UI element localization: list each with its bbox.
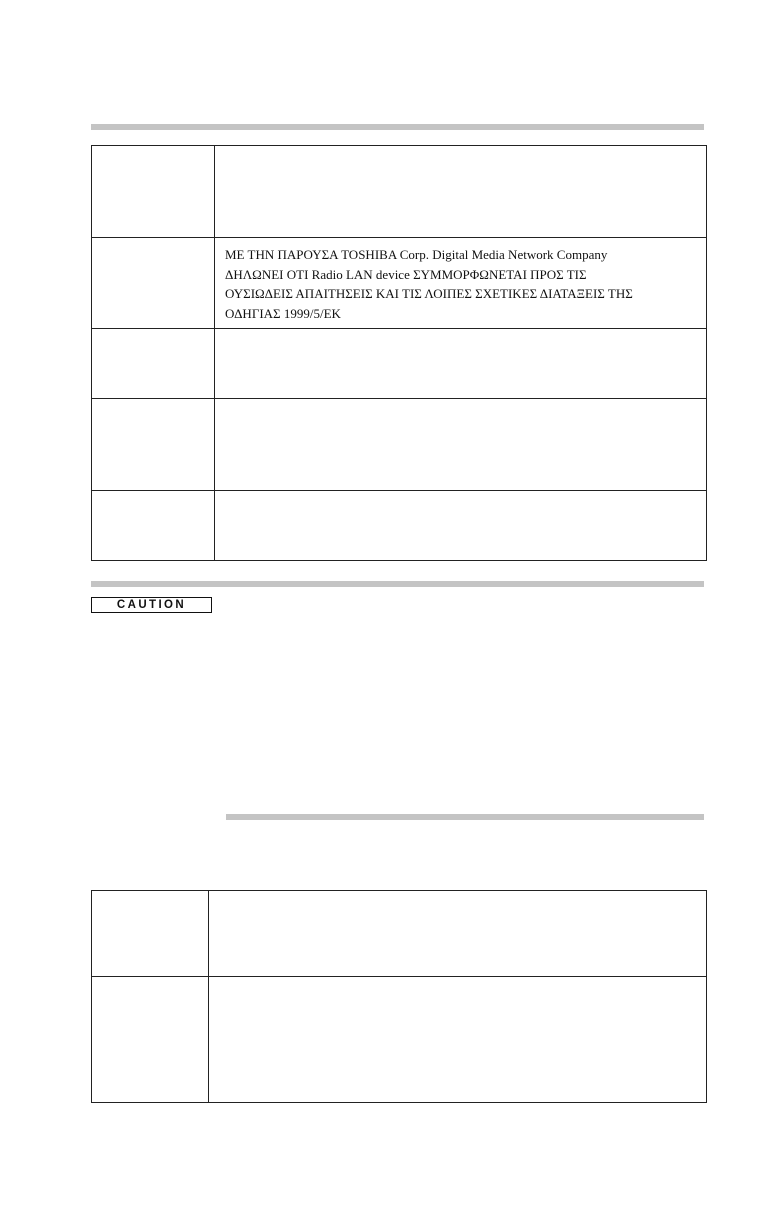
table-row [92,238,707,329]
row-label-cell [92,891,209,977]
row-text-cell [215,146,707,238]
row-label-cell [92,977,209,1103]
row-label-cell [92,238,215,329]
table-row [92,491,707,561]
row-label-cell [92,491,215,561]
row-label-cell [92,146,215,238]
row-label-cell [92,399,215,491]
row-label-cell [92,329,215,399]
table-row [92,399,707,491]
table-row [92,977,707,1103]
declaration-table-bottom [91,890,707,1103]
row-text-cell [209,977,707,1103]
table-row [92,891,707,977]
row-text-cell [215,491,707,561]
greek-declaration-cell [215,238,707,329]
row-text-cell [209,891,707,977]
greek-declaration-text: ΜΕ ΤΗΝ ΠΑΡΟΥΣΑ TOSHIBA Corp. Digital Media Network Company ΔΗΛΩΝΕΙ ΟΤΙ Radio LAN device ΣΥΜΜΟΡΦΩΝΕΤΑΙ ΠΡΟΣ ΤΙΣ ΟΥΣΙΩΔΕΙΣ ΑΠΑΙΤΗΣΕΙΣ ΚΑΙ ΤΙΣ ΛΟΙΠΕΣ ΣΧΕΤΙΚΕΣ ΔΙΑΤΑΞΕΙΣ ΤΗΣ ΟΔΗΓΙΑΣ 1999/5/ΕΚ [225,247,633,321]
table-row [92,146,707,238]
row-text-cell [215,399,707,491]
section-divider-caution-end [226,814,704,820]
declaration-table-top [91,145,707,561]
table-row [92,329,707,399]
section-divider-top [91,124,704,130]
row-text-cell [215,329,707,399]
section-divider-caution [91,581,704,587]
caution-label: CAUTION [91,597,212,613]
